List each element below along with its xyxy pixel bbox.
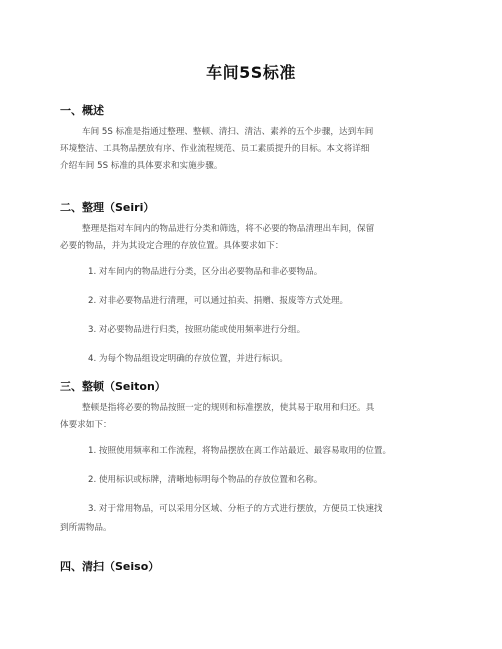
list-item: 3. 对必要物品进行归类，按照功能或使用频率进行分组。 (88, 325, 306, 335)
section-seiri-paragraph (60, 221, 470, 255)
section-heading-overview: 一、概述 (60, 104, 104, 117)
list-item: 4. 为每个物品组设定明确的存放位置，并进行标识。 (88, 354, 288, 364)
paragraph-line: 车间 5S 标准是指通过整理、整顿、清扫、清洁、素养的五个步骤，达到车间 (82, 127, 374, 137)
paragraph-line: 环境整洁、工具物品摆放有序、作业流程规范、员工素质提升的目标。本文将详细 (60, 144, 370, 154)
paragraph-line: 体要求如下： (60, 420, 112, 430)
document-title: 车间5S标准 (206, 63, 296, 82)
section-overview-paragraph (60, 124, 470, 175)
section-heading-seiso: 四、清扫（Seiso） (60, 560, 160, 573)
list-item: 2. 使用标识或标牌，清晰地标明每个物品的存放位置和名称。 (88, 475, 323, 485)
list-item: 1. 按照使用频率和工作流程，将物品摆放在离工作站最近、最容易取用的位置。 (88, 446, 392, 456)
list-item: 3. 对于常用物品，可以采用分区域、分柜子的方式进行摆放，方便员工快速找 (88, 504, 383, 514)
paragraph-line: 整理是指对车间内的物品进行分类和筛选，将不必要的物品清理出车间，保留 (82, 224, 375, 234)
section-heading-seiri: 二、整理（Seiri） (60, 201, 155, 214)
section-heading-seiton: 三、整顿（Seiton） (60, 380, 166, 393)
list-item-continuation: 到所需物品。 (60, 523, 112, 533)
paragraph-line: 整顿是指将必要的物品按照一定的规则和标准摆放，使其易于取用和归还。具 (82, 403, 375, 413)
paragraph-line: 介绍车间 5S 标准的具体要求和实施步骤。 (60, 161, 223, 171)
section-seiton-paragraph (60, 400, 470, 434)
list-item: 2. 对非必要物品进行清理，可以通过拍卖、捐赠、报废等方式处理。 (88, 296, 349, 306)
paragraph-line: 必要的物品，并为其设定合理的存放位置。具体要求如下： (60, 241, 284, 251)
list-item: 1. 对车间内的物品进行分类，区分出必要物品和非必要物品。 (88, 267, 323, 277)
